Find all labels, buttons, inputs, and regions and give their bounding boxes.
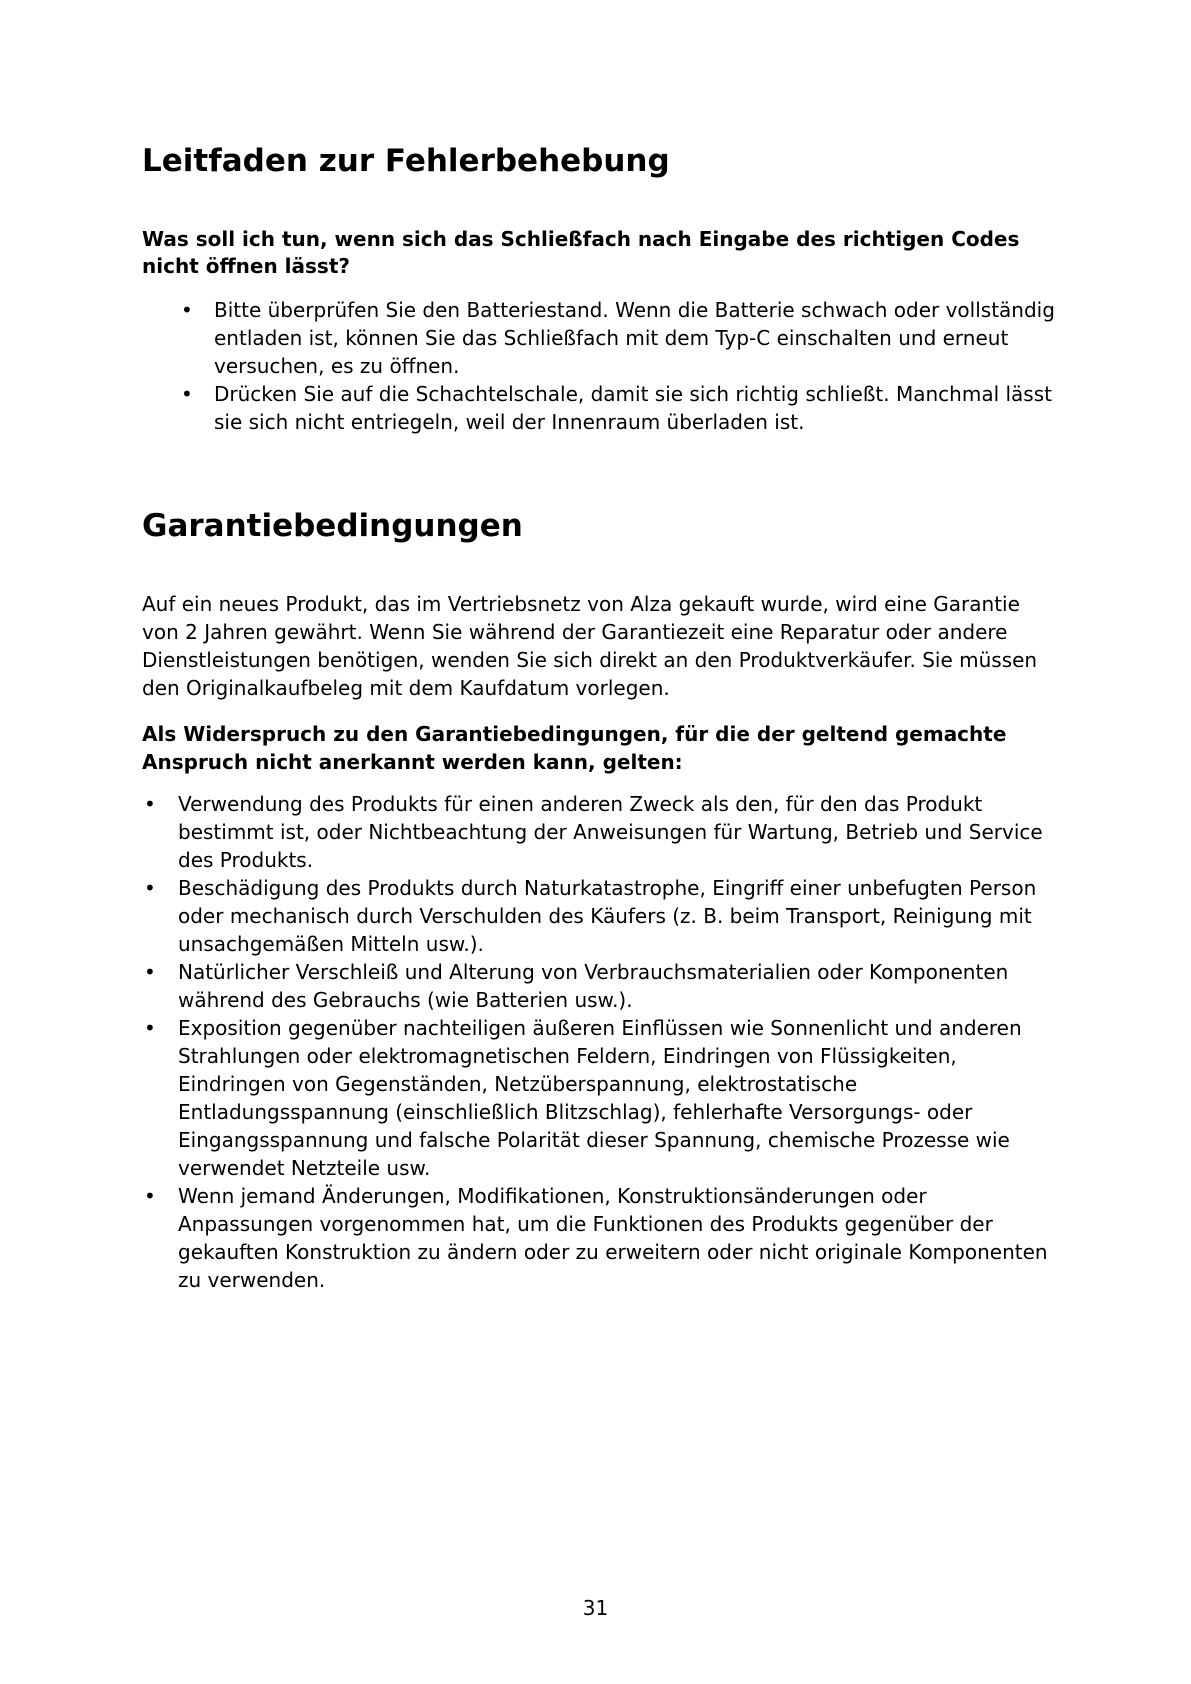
list-item-text: Drücken Sie auf die Schachtelschale, damit sie sich richtig schließt. Manchmal lässt sie sich nicht entriegeln, weil der Innenraum überladen ist. bbox=[214, 382, 1052, 434]
page-number: 31 bbox=[582, 1596, 609, 1620]
bullet-icon: • bbox=[144, 876, 156, 900]
bullet-icon: • bbox=[144, 1016, 156, 1040]
warranty-exclusions-list bbox=[144, 790, 1058, 1294]
bullet-icon: • bbox=[144, 792, 156, 816]
troubleshooting-heading: Leitfaden zur Fehlerbehebung bbox=[142, 143, 670, 179]
list-item-text: Exposition gegenüber nachteiligen äußeren Einflüssen wie Sonnenlicht und anderen Strahlungen oder elektromagnetischen Feldern, Eindringen von Flüssigkeiten, Eindringen von Gegenständen, Netzüberspannung, elektrostatische Entladungsspannung (einschließlich Blitzschlag), fehlerhafte Versorgungs- oder Eingangsspannung und falsche Polarität dieser Spannung, chemische Prozesse wie verwendet Netzteile usw. bbox=[178, 1016, 1022, 1180]
list-item bbox=[144, 1014, 1058, 1182]
troubleshooting-list bbox=[181, 296, 1059, 436]
bullet-icon: • bbox=[181, 298, 193, 322]
list-item bbox=[181, 296, 1059, 380]
list-item-text: Wenn jemand Änderungen, Modifikationen, Konstruktionsänderungen oder Anpassungen vorgenommen hat, um die Funktionen des Produkts gegenüber der gekauften Konstruktion zu ändern oder zu erweitern oder nicht originale Komponenten zu verwenden. bbox=[178, 1184, 1048, 1292]
troubleshooting-question: Was soll ich tun, wenn sich das Schließfach nach Eingabe des richtigen Codes nicht öffnen lässt? bbox=[142, 227, 1020, 278]
list-item bbox=[144, 790, 1058, 874]
warranty-exclusions-heading: Als Widerspruch zu den Garantiebedingungen, für die der geltend gemachte Anspruch nicht anerkannt werden kann, gelten: bbox=[142, 722, 1007, 774]
bullet-icon: • bbox=[144, 960, 156, 984]
list-item-text: Natürlicher Verschleiß und Alterung von Verbrauchsmaterialien oder Komponenten während des Gebrauchs (wie Batterien usw.). bbox=[178, 960, 1009, 1012]
list-item bbox=[144, 874, 1058, 958]
warranty-heading: Garantiebedingungen bbox=[142, 508, 523, 544]
list-item bbox=[144, 1182, 1058, 1294]
list-item-text: Verwendung des Produkts für einen anderen Zweck als den, für den das Produkt bestimmt ist, oder Nichtbeachtung der Anweisungen für Wartung, Betrieb und Service des Produkts. bbox=[178, 792, 1043, 872]
list-item-text: Beschädigung des Produkts durch Naturkatastrophe, Eingriff einer unbefugten Person oder mechanisch durch Verschulden des Käufers (z. B. beim Transport, Reinigung mit unsachgemäßen Mitteln usw.). bbox=[178, 876, 1037, 956]
list-item bbox=[144, 958, 1058, 1014]
list-item bbox=[181, 380, 1059, 436]
list-item-text: Bitte überprüfen Sie den Batteriestand. Wenn die Batterie schwach oder vollständig entladen ist, können Sie das Schließfach mit dem Typ-C einschalten und erneut versuchen, es zu öffnen. bbox=[214, 298, 1055, 378]
warranty-intro: Auf ein neues Produkt, das im Vertriebsnetz von Alza gekauft wurde, wird eine Garantie von 2 Jahren gewährt. Wenn Sie während der Garantiezeit eine Reparatur oder andere Dienstleistungen benötigen, wenden Sie sich direkt an den Produktverkäufer. Sie müssen den Originalkaufbeleg mit dem Kaufdatum vorlegen. bbox=[142, 592, 1038, 700]
bullet-icon: • bbox=[181, 382, 193, 406]
bullet-icon: • bbox=[144, 1184, 156, 1208]
